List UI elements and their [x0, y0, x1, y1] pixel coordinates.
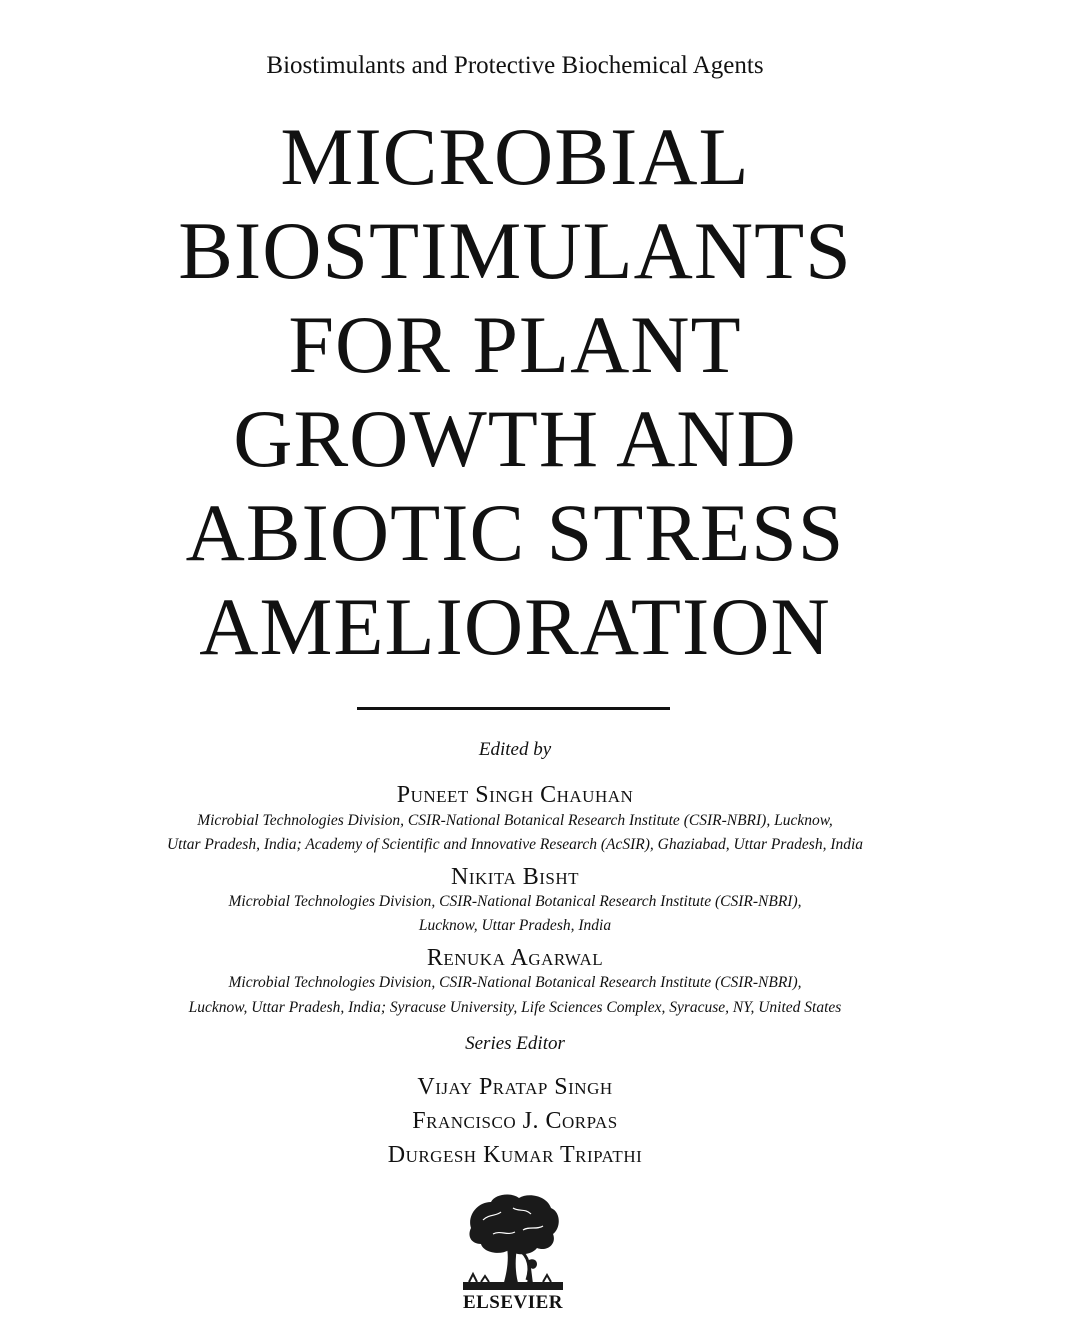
editor-name: Puneet Singh Chauhan	[396, 782, 634, 808]
series-editor-label: Series Editor	[465, 1033, 565, 1054]
editor-affiliation: Microbial Technologies Division, CSIR-National Botanical Research Institute (CSIR-NBRI),	[228, 974, 802, 991]
editor-affiliation: Microbial Technologies Division, CSIR-National Botanical Research Institute (CSIR-NBRI), Lucknow,	[197, 812, 833, 829]
editor-affiliation: Uttar Pradesh, India; Academy of Scientific and Innovative Research (AcSIR), Ghaziabad, Uttar Pradesh, India	[166, 836, 864, 853]
divider-rule	[357, 707, 670, 710]
edited-by-label: Edited by	[478, 739, 552, 760]
editor-affiliation: Microbial Technologies Division, CSIR-National Botanical Research Institute (CSIR-NBRI),	[228, 893, 802, 910]
editor-name: Renuka Agarwal	[426, 945, 604, 971]
title-line: ABIOTIC STRESS	[185, 487, 845, 578]
editor-name: Nikita Bisht	[450, 864, 579, 890]
title-line: BIOSTIMULANTS	[178, 205, 852, 296]
publisher-wordmark: ELSEVIER	[462, 1292, 564, 1313]
series-editor-name: Vijay Pratap Singh	[417, 1074, 613, 1100]
editor-affiliation: Lucknow, Uttar Pradesh, India; Syracuse University, Life Sciences Complex, Syracuse, NY, United States	[188, 999, 842, 1016]
editor-affiliation: Lucknow, Uttar Pradesh, India	[418, 917, 612, 934]
book-title	[0, 110, 1030, 674]
title-line: GROWTH AND	[233, 393, 797, 484]
title-line: MICROBIAL	[280, 111, 750, 202]
series-editor-name: Francisco J. Corpas	[412, 1108, 618, 1134]
title-line: FOR PLANT	[288, 299, 742, 390]
series-editor-name: Durgesh Kumar Tripathi	[387, 1142, 643, 1168]
title-line: AMELIORATION	[199, 581, 831, 672]
series-title: Biostimulants and Protective Biochemical Agents	[266, 52, 764, 79]
